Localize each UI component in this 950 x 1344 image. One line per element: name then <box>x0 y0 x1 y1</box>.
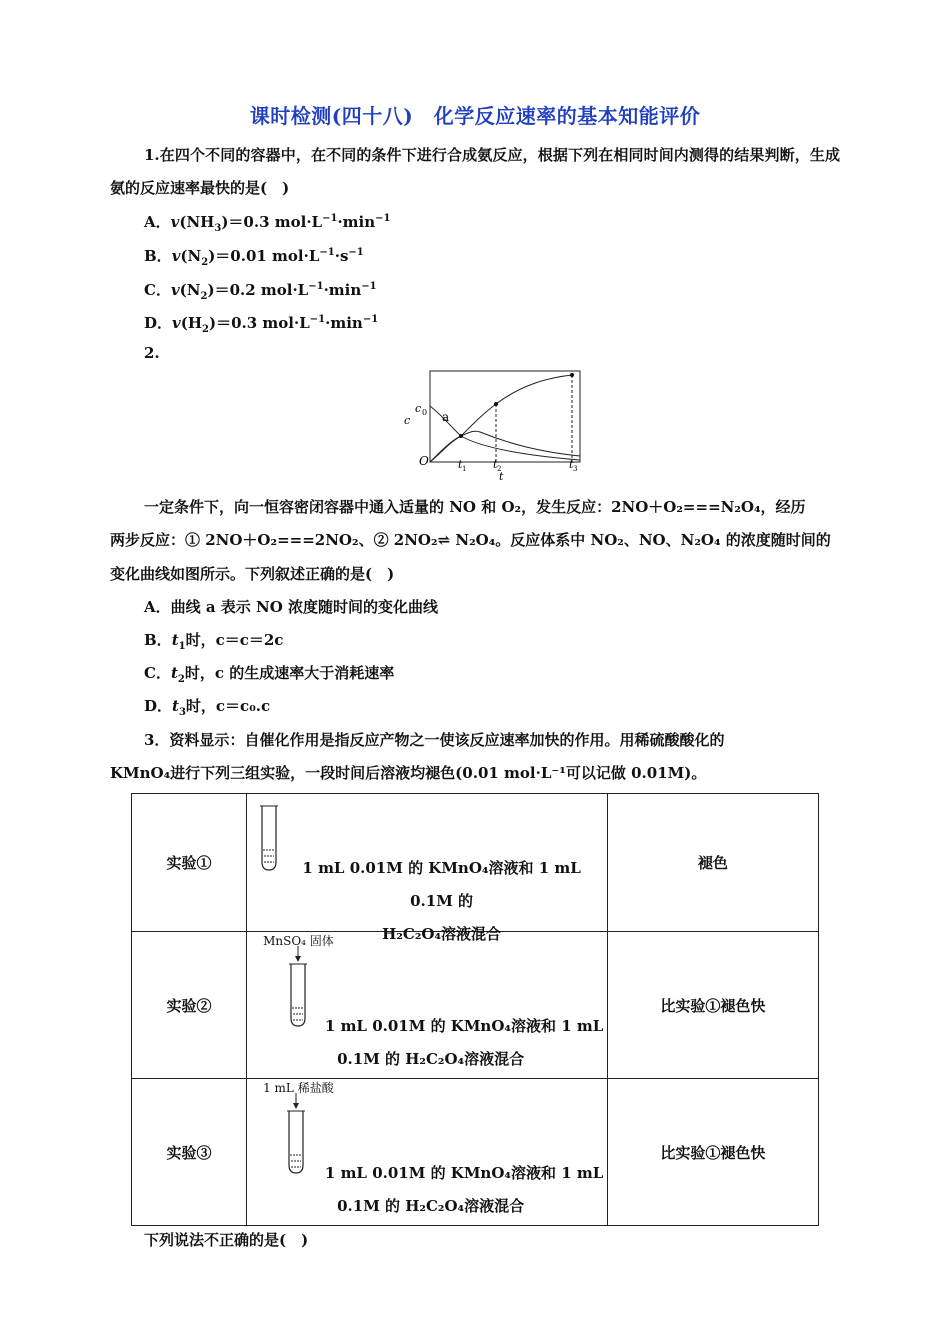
exponent: −1 <box>319 247 335 258</box>
q1-option-a <box>144 211 390 234</box>
formula: (N <box>180 247 202 265</box>
x-axis-label: t <box>499 470 504 482</box>
concentration-time-graph <box>400 362 590 482</box>
q1-stem <box>110 139 840 205</box>
point-t2 <box>494 402 498 406</box>
t1-subscript: 1 <box>462 465 467 473</box>
table-row <box>132 1079 819 1226</box>
paren: ) <box>208 247 216 265</box>
velocity-symbol: v <box>171 247 181 265</box>
exponent: −1 <box>308 281 324 292</box>
exponent: −1 <box>322 213 338 224</box>
q1-option-d <box>144 312 378 335</box>
time-symbol: t <box>172 697 179 715</box>
exponent: −1 <box>309 314 326 325</box>
experiment-result: 褪色 <box>607 794 818 932</box>
point-t1 <box>459 434 463 438</box>
option-letter: D． <box>144 697 173 715</box>
value: ＝0.3 mol·L <box>228 213 323 231</box>
subscript: 3 <box>178 707 186 718</box>
experiment-name: 实验② <box>132 932 247 1079</box>
exponent: −1 <box>348 247 364 258</box>
table-row <box>132 794 819 932</box>
subscript: 2 <box>177 674 185 685</box>
description-line: 1 mL 0.01M 的 KMnO₄溶液和 1 mL <box>324 1017 604 1035</box>
unit: ·s <box>334 247 349 265</box>
q2-stem-line1: 一定条件下，向一恒容密闭容器中通入适量的 NO 和 O₂，发生反应：2NO＋O₂===N₂O₄，经历 <box>144 498 806 516</box>
paren: ) <box>221 213 229 231</box>
t2-label: t <box>493 458 498 471</box>
formula: (NH <box>179 213 215 231</box>
test-tube-with-arrow-icon <box>287 946 309 1030</box>
q3-followup: 下列说法不正确的是( ) <box>144 1231 309 1249</box>
subscript: 3 <box>214 223 222 234</box>
point-t3 <box>570 373 574 377</box>
test-tube-icon <box>259 804 279 874</box>
t3-subscript: 3 <box>573 465 578 473</box>
experiment-result: 比实验①褪色快 <box>607 1079 818 1226</box>
unit: ·min <box>325 314 363 332</box>
q1-option-b <box>144 245 364 268</box>
experiment-result: 比实验①褪色快 <box>607 932 818 1079</box>
time-symbol: t <box>170 664 178 682</box>
experiment-name: 实验① <box>132 794 247 932</box>
time-symbol: t <box>171 631 179 649</box>
graph-frame <box>430 371 580 462</box>
experiment-name: 实验③ <box>132 1079 247 1226</box>
q2-stem-line3: 变化曲线如图所示。下列叙述正确的是( ) <box>110 565 395 583</box>
option-letter: C． <box>144 664 171 682</box>
q1-stem-text: 1.在四个不同的容器中，在不同的条件下进行合成氨反应，根据下列在相同时间内测得的结果判断，生成氨的反应速率最快的是( ) <box>110 146 840 197</box>
origin-label: O <box>419 454 429 468</box>
description-line: 1 mL 0.01M 的 KMnO₄溶液和 1 mL <box>324 1164 604 1182</box>
experiment-table <box>131 793 819 1226</box>
q2-option-c <box>144 662 394 685</box>
paren: ) <box>208 314 217 332</box>
experiment-description <box>323 1010 605 1076</box>
subscript: 1 <box>178 641 186 652</box>
description-line: 1 mL 0.01M 的 KMnO₄溶液和 1 mL 0.1M 的 <box>302 859 581 910</box>
option-text: 时，c＝c₀.c <box>185 697 271 715</box>
page-title: 课时检测(四十八) 化学反应速率的基本知能评价 <box>249 104 701 128</box>
q3-stem-line1: 3．资料显示：自催化作用是指反应产物之一使该反应速率加快的作用。用稀硫酸酸化的 <box>144 731 725 749</box>
table-row <box>132 932 819 1079</box>
added-reagent-label: 1 mL 稀盐酸 <box>263 1081 334 1095</box>
c0-label: c <box>415 402 422 415</box>
experiment-setup <box>247 932 608 1079</box>
t3-label: t <box>569 458 574 471</box>
experiment-description <box>323 1157 605 1223</box>
option-text: 时，c＝c＝2c <box>185 631 284 649</box>
c0-subscript: 0 <box>422 408 428 417</box>
t2-subscript: 2 <box>497 465 502 473</box>
curve-a <box>430 406 580 460</box>
added-reagent-label: MnSO₄ 固体 <box>263 934 334 948</box>
q2-stem-line2: 两步反应：① 2NO＋O₂===2NO₂、② 2NO₂⇌ N₂O₄。反应体系中 NO₂、NO、N₂O₄ 的浓度随时间的 <box>110 531 831 549</box>
value: ＝0.2 mol·L <box>214 281 309 299</box>
velocity-symbol: v <box>170 213 180 231</box>
option-letter: A． <box>144 213 171 231</box>
option-letter: C． <box>144 281 171 299</box>
test-tube-with-arrow-icon <box>285 1093 307 1177</box>
velocity-symbol: v <box>170 281 180 299</box>
q1-option-c <box>144 279 377 302</box>
description-line: 0.1M 的 H₂C₂O₄溶液混合 <box>337 1197 525 1215</box>
velocity-symbol: v <box>172 314 181 332</box>
value: ＝0.3 mol·L <box>216 314 310 332</box>
exponent: −1 <box>362 314 379 325</box>
q2-option-a: A．曲线 a 表示 NO 浓度随时间的变化曲线 <box>144 598 439 616</box>
q2-option-b <box>144 629 283 652</box>
exponent: −1 <box>361 281 377 292</box>
q2-number: 2. <box>144 344 160 362</box>
value: ＝0.01 mol·L <box>215 247 320 265</box>
y-axis-label: c <box>404 414 411 427</box>
description-line: H₂C₂O₄溶液混合 <box>382 925 502 943</box>
t1-label: t <box>458 458 463 471</box>
unit: ·min <box>323 281 362 299</box>
description-line: 0.1M 的 H₂C₂O₄溶液混合 <box>337 1050 525 1068</box>
exponent: −1 <box>375 213 391 224</box>
subscript: 2 <box>202 324 209 335</box>
option-letter: B． <box>144 631 172 649</box>
option-letter: D． <box>144 314 173 332</box>
unit: ·min <box>337 213 376 231</box>
subscript: 2 <box>201 257 209 268</box>
curve-a-label: a <box>442 410 450 424</box>
q2-option-d <box>144 695 270 718</box>
experiment-setup <box>247 1079 608 1226</box>
paren: ) <box>207 281 215 299</box>
option-text: 时，c 的生成速率大于消耗速率 <box>184 664 395 682</box>
formula: (H <box>180 314 203 332</box>
subscript: 2 <box>200 291 208 302</box>
formula: (N <box>179 281 201 299</box>
option-letter: B． <box>144 247 172 265</box>
q3-stem-line2: KMnO₄进行下列三组实验，一段时间后溶液均褪色(0.01 mol·L⁻¹可以记做 0.01M)。 <box>110 764 707 782</box>
curve-intermediate <box>430 431 580 462</box>
